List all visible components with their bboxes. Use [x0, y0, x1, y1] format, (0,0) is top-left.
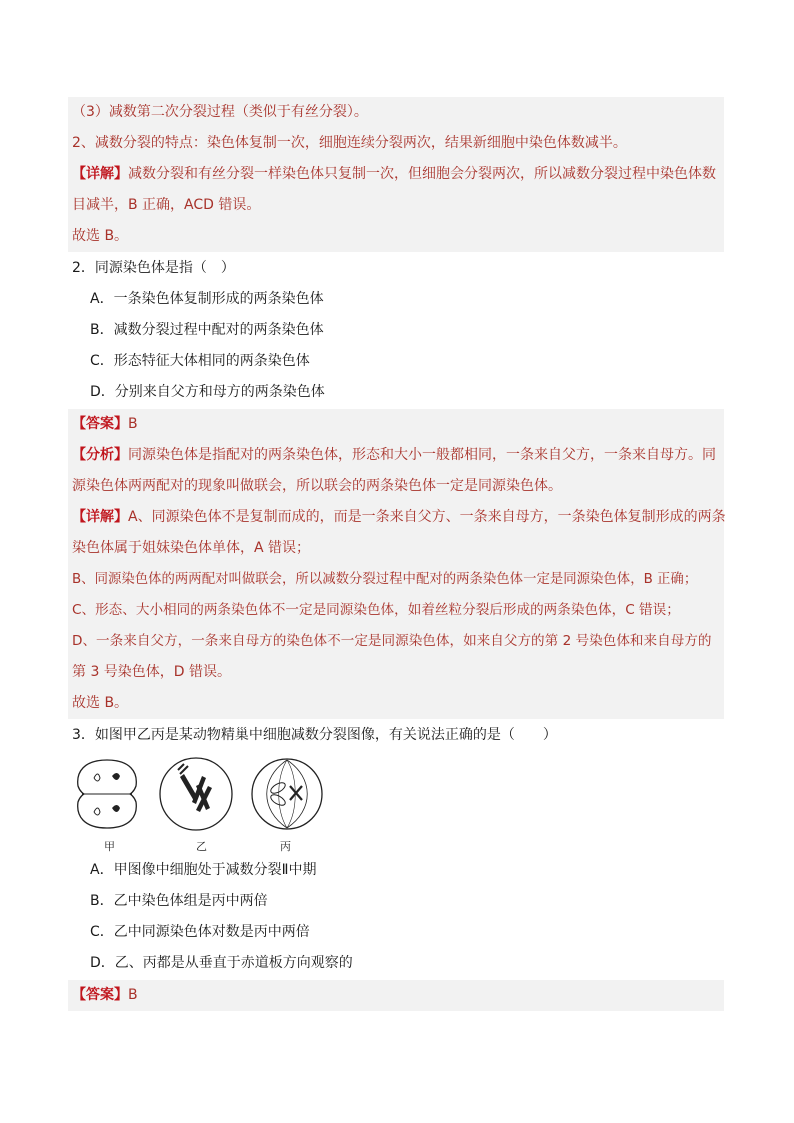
q2-detail: 第 3 号染色体，D 错误。: [68, 657, 724, 688]
detail-tag: 【详解】: [72, 166, 128, 182]
cell-figure-bing: [248, 754, 326, 834]
q3-option-b: B．乙中染色体组是丙中两倍: [90, 893, 268, 909]
detail-line: 【详解】减数分裂和有丝分裂一样染色体只复制一次，但细胞会分裂两次，所以减数分裂过程中染色体数: [68, 159, 724, 190]
q2-detail: 【详解】A、同源染色体不是复制而成的，而是一条来自父方、一条来自母方，一条染色体复制形成的两条: [68, 502, 724, 533]
q2-detail: C、形态、大小相同的两条染色体不一定是同源染色体，如着丝粒分裂后形成的两条染色体，C 错误；: [68, 595, 724, 626]
question-3-stem: 3．如图甲乙丙是某动物精巢中细胞减数分裂图像，有关说法正确的是（ ）: [72, 727, 557, 743]
q2-analysis: 源染色体两两配对的现象叫做联会，所以联会的两条染色体一定是同源染色体。: [68, 471, 724, 502]
q2-conclusion: 故选 B。: [68, 688, 724, 719]
question-2-stem: 2．同源染色体是指（ ）: [72, 260, 235, 276]
q2-option-a: A．一条染色体复制形成的两条染色体: [90, 291, 324, 307]
figure-label-jia: 甲: [104, 840, 115, 853]
q3-option-d: D．乙、丙都是从垂直于赤道板方向观察的: [90, 955, 353, 971]
q2-option-b: B．减数分裂过程中配对的两条染色体: [90, 322, 324, 338]
conclusion-line: 故选 B。: [68, 221, 724, 252]
q2-option-d: D．分别来自父方和母方的两条染色体: [90, 384, 325, 400]
figure-label-yi: 乙: [196, 840, 207, 853]
figure-label-bing: 丙: [280, 840, 291, 853]
q2-detail: B、同源染色体的两两配对叫做联会，所以减数分裂过程中配对的两条染色体一定是同源染色体，B 正确；: [68, 564, 724, 595]
detail-line: 目减半，B 正确，ACD 错误。: [68, 190, 724, 221]
answer-tag: 【答案】: [72, 416, 128, 432]
analysis-tag: 【分析】: [72, 447, 128, 463]
q2-detail: D、一条来自父方，一条来自母方的染色体不一定是同源染色体，如来自父方的第 2 号染色体和来自母方的: [68, 626, 724, 657]
q2-option-c: C．形态特征大体相同的两条染色体: [90, 353, 310, 369]
q3-answer: 【答案】B: [68, 980, 724, 1011]
detail-tag: 【详解】: [72, 509, 128, 525]
q2-answer: 【答案】B: [68, 409, 724, 440]
q3-option-a: A．甲图像中细胞处于减数分裂Ⅱ中期: [90, 862, 317, 878]
cell-figure-yi: [156, 754, 236, 834]
answer-tag: 【答案】: [72, 987, 128, 1003]
explanation-line: （3）减数第二次分裂过程（类似于有丝分裂）。: [68, 97, 724, 128]
explanation-line: 2、减数分裂的特点：染色体复制一次，细胞连续分裂两次，结果新细胞中染色体数减半。: [68, 128, 724, 159]
q3-option-c: C．乙中同源染色体对数是丙中两倍: [90, 924, 310, 940]
q2-analysis: 【分析】同源染色体是指配对的两条染色体，形态和大小一般都相同，一条来自父方，一条来自母方。同: [68, 440, 724, 471]
q2-detail: 染色体属于姐妹染色体单体，A 错误；: [68, 533, 724, 564]
cell-figure-jia: [72, 756, 142, 832]
cell-division-figures: [70, 754, 330, 854]
